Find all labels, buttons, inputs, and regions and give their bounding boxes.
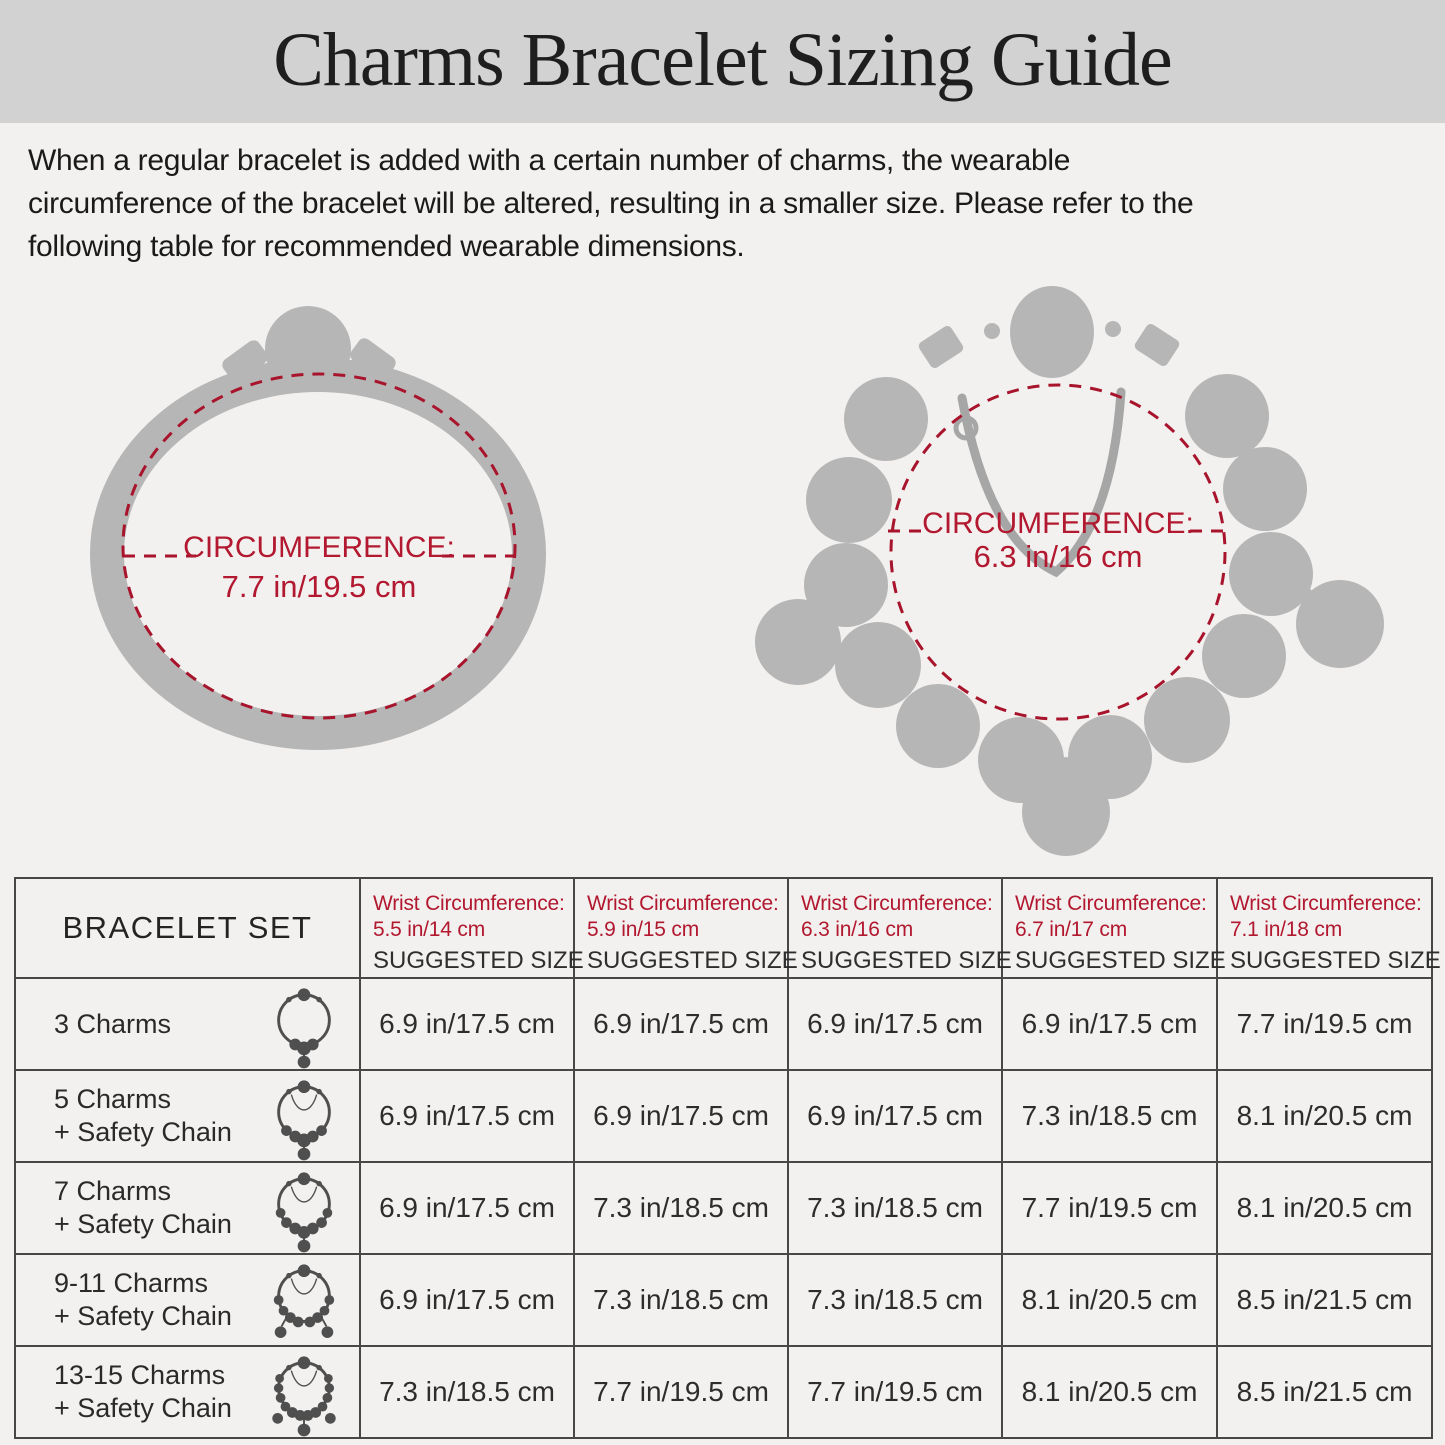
bracelet-3-charms-icon xyxy=(265,979,343,1069)
intro-line: When a regular bracelet is added with a certain number of charms, the wearable xyxy=(28,144,1071,177)
bracelet-9-11-charms-icon xyxy=(265,1255,343,1345)
row-label-cell xyxy=(15,1346,360,1438)
header-bracelet-set: BRACELET SET xyxy=(15,878,360,978)
size-cell: 8.1 in/20.5 cm xyxy=(1217,1162,1432,1254)
row-label: 3 Charms xyxy=(54,1008,172,1039)
suggested-size-label: SUGGESTED SIZE xyxy=(587,947,798,974)
circumference-value: 6.3 in/16 cm xyxy=(973,539,1143,574)
circumference-value: 7.7 in/19.5 cm xyxy=(221,569,417,604)
table-header-row xyxy=(15,878,1432,978)
circumference-label: CIRCUMFERENCE: xyxy=(922,507,1194,540)
size-cell: 8.1 in/20.5 cm xyxy=(1002,1254,1217,1346)
size-cell: 7.3 in/18.5 cm xyxy=(1002,1070,1217,1162)
wrist-circumference-value: 6.7 in/17 cm xyxy=(1015,918,1127,941)
size-cell: 6.9 in/17.5 cm xyxy=(360,1162,574,1254)
bracelet-13-15-charms-icon xyxy=(265,1347,343,1437)
size-cell: 6.9 in/17.5 cm xyxy=(1002,978,1217,1070)
row-label: 7 Charms xyxy=(54,1176,172,1206)
intro-line: circumference of the bracelet will be altered, resulting in a smaller size. Please refer to the xyxy=(28,187,1194,220)
size-cell: 6.9 in/17.5 cm xyxy=(360,1254,574,1346)
header-wrist-col-3 xyxy=(788,878,1012,978)
intro-paragraph xyxy=(28,139,1193,268)
table-row-9-11-charms xyxy=(15,1254,1432,1346)
header-wrist-col-5 xyxy=(1217,878,1441,978)
size-cell: 8.5 in/21.5 cm xyxy=(1217,1254,1432,1346)
header-wrist-col-2 xyxy=(574,878,798,978)
charm-bracelet-diagram xyxy=(700,258,1440,870)
suggested-size-label: SUGGESTED SIZE xyxy=(1230,947,1441,974)
wrist-circumference-label: Wrist Circumference: xyxy=(1230,892,1422,915)
suggested-size-label: SUGGESTED SIZE xyxy=(373,947,584,974)
row-label-cell xyxy=(15,978,360,1070)
row-label-2: + Safety Chain xyxy=(54,1393,232,1423)
size-cell: 7.3 in/18.5 cm xyxy=(360,1346,574,1438)
row-label: 13-15 Charms xyxy=(54,1360,226,1390)
wrist-circumference-value: 5.9 in/15 cm xyxy=(587,918,699,941)
size-cell: 7.3 in/18.5 cm xyxy=(574,1162,788,1254)
suggested-size-label: SUGGESTED SIZE xyxy=(1015,947,1226,974)
size-cell: 6.9 in/17.5 cm xyxy=(574,1070,788,1162)
size-cell: 7.3 in/18.5 cm xyxy=(788,1254,1002,1346)
size-cell: 6.9 in/17.5 cm xyxy=(574,978,788,1070)
plain-bracelet-diagram xyxy=(60,280,660,870)
row-label-2: + Safety Chain xyxy=(54,1301,232,1331)
wrist-circumference-value: 5.5 in/14 cm xyxy=(373,918,485,941)
row-label-2: + Safety Chain xyxy=(54,1117,232,1147)
row-label: 9-11 Charms xyxy=(54,1268,209,1298)
size-cell: 7.7 in/19.5 cm xyxy=(788,1346,1002,1438)
size-cell: 6.9 in/17.5 cm xyxy=(360,1070,574,1162)
size-cell: 8.5 in/21.5 cm xyxy=(1217,1346,1432,1438)
circumference-label: CIRCUMFERENCE: xyxy=(183,531,455,564)
bracelet-7-charms-icon xyxy=(265,1163,343,1253)
size-cell: 7.3 in/18.5 cm xyxy=(788,1162,1002,1254)
row-label-cell xyxy=(15,1254,360,1346)
wrist-circumference-label: Wrist Circumference: xyxy=(801,892,993,915)
wrist-circumference-label: Wrist Circumference: xyxy=(373,892,565,915)
wrist-circumference-value: 7.1 in/18 cm xyxy=(1230,918,1342,941)
title-band xyxy=(0,0,1445,123)
size-cell: 7.3 in/18.5 cm xyxy=(574,1254,788,1346)
row-label: 5 Charms xyxy=(54,1084,172,1114)
size-cell: 8.1 in/20.5 cm xyxy=(1002,1346,1217,1438)
page-title: Charms Bracelet Sizing Guide xyxy=(273,18,1172,102)
wrist-circumference-value: 6.3 in/16 cm xyxy=(801,918,913,941)
bracelet-5-charms-icon xyxy=(265,1071,343,1161)
size-cell: 6.9 in/17.5 cm xyxy=(788,1070,1002,1162)
wrist-circumference-label: Wrist Circumference: xyxy=(1015,892,1207,915)
row-label-cell xyxy=(15,1162,360,1254)
wrist-circumference-label: Wrist Circumference: xyxy=(587,892,779,915)
table-row-5-charms xyxy=(15,1070,1432,1162)
table-row-3-charms xyxy=(15,978,1432,1070)
intro-line: following table for recommended wearable dimensions. xyxy=(28,230,745,263)
table-row-13-15-charms xyxy=(15,1346,1432,1438)
row-label-2: + Safety Chain xyxy=(54,1209,232,1239)
table-row-7-charms xyxy=(15,1162,1432,1254)
suggested-size-label: SUGGESTED SIZE xyxy=(801,947,1012,974)
size-cell: 6.9 in/17.5 cm xyxy=(788,978,1002,1070)
header-wrist-col-4 xyxy=(1002,878,1226,978)
size-cell: 7.7 in/19.5 cm xyxy=(1217,978,1432,1070)
header-wrist-col-1 xyxy=(360,878,584,978)
size-cell: 6.9 in/17.5 cm xyxy=(360,978,574,1070)
sizing-table xyxy=(14,877,1441,1439)
row-label-cell xyxy=(15,1070,360,1162)
size-cell: 8.1 in/20.5 cm xyxy=(1217,1070,1432,1162)
size-cell: 7.7 in/19.5 cm xyxy=(1002,1162,1217,1254)
size-cell: 7.7 in/19.5 cm xyxy=(574,1346,788,1438)
